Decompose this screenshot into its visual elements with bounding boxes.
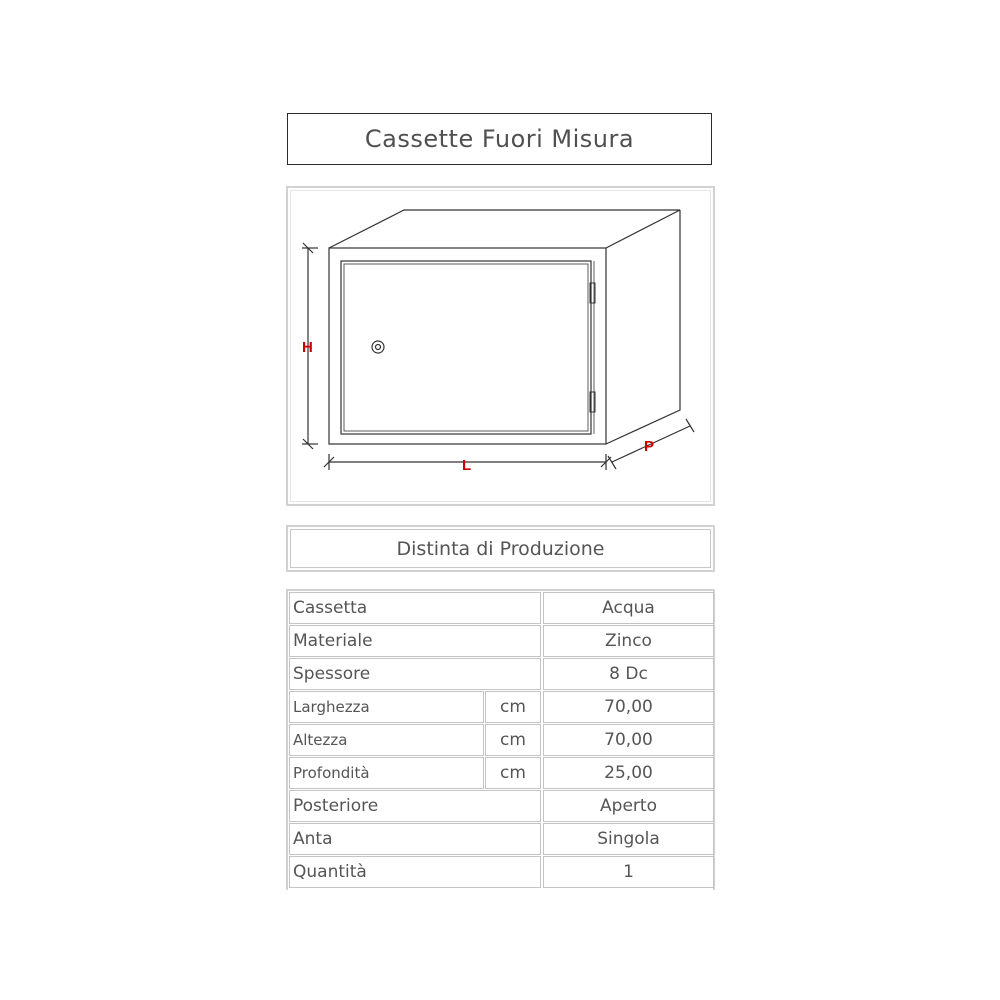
cabinet-drawing — [288, 188, 717, 508]
table-row-label-profondita: Profondità — [289, 757, 484, 789]
table-row-value-spessore: 8 Dc — [543, 658, 714, 690]
table-row-value-cassetta: Acqua — [543, 592, 714, 624]
page-title: Cassette Fuori Misura — [287, 113, 712, 165]
cabinet-top-face — [329, 210, 680, 248]
table-row-value-materiale: Zinco — [543, 625, 714, 657]
lock-icon — [372, 341, 384, 353]
cabinet-drawing-panel — [286, 186, 715, 506]
table-row-label-spessore: Spessore — [289, 658, 541, 690]
table-row-value-anta: Singola — [543, 823, 714, 855]
section-subtitle: Distinta di Produzione — [290, 529, 711, 568]
table-row-unit-profondita: cm — [485, 757, 541, 789]
table-row-value-profondita: 25,00 — [543, 757, 714, 789]
table-row-value-altezza: 70,00 — [543, 724, 714, 756]
table-row-label-posteriore: Posteriore — [289, 790, 541, 822]
height-dimension-label: H — [302, 339, 313, 356]
table-row-label-anta: Anta — [289, 823, 541, 855]
cabinet-door — [341, 261, 591, 434]
table-row-label-altezza: Altezza — [289, 724, 484, 756]
table-row-value-posteriore: Aperto — [543, 790, 714, 822]
cabinet-front-frame — [329, 248, 606, 444]
table-row-label-materiale: Materiale — [289, 625, 541, 657]
section-header — [286, 525, 715, 572]
table-row-label-cassetta: Cassetta — [289, 592, 541, 624]
table-row-value-larghezza: 70,00 — [543, 691, 714, 723]
table-row-unit-larghezza: cm — [485, 691, 541, 723]
table-row-value-quantita: 1 — [543, 856, 714, 888]
table-row-label-quantita: Quantità — [289, 856, 541, 888]
table-row-label-larghezza: Larghezza — [289, 691, 484, 723]
production-table — [286, 589, 715, 890]
cabinet-side-face — [606, 210, 680, 444]
width-dimension-label: L — [462, 457, 472, 474]
depth-dimension-label: P — [644, 438, 655, 455]
table-row-unit-altezza: cm — [485, 724, 541, 756]
